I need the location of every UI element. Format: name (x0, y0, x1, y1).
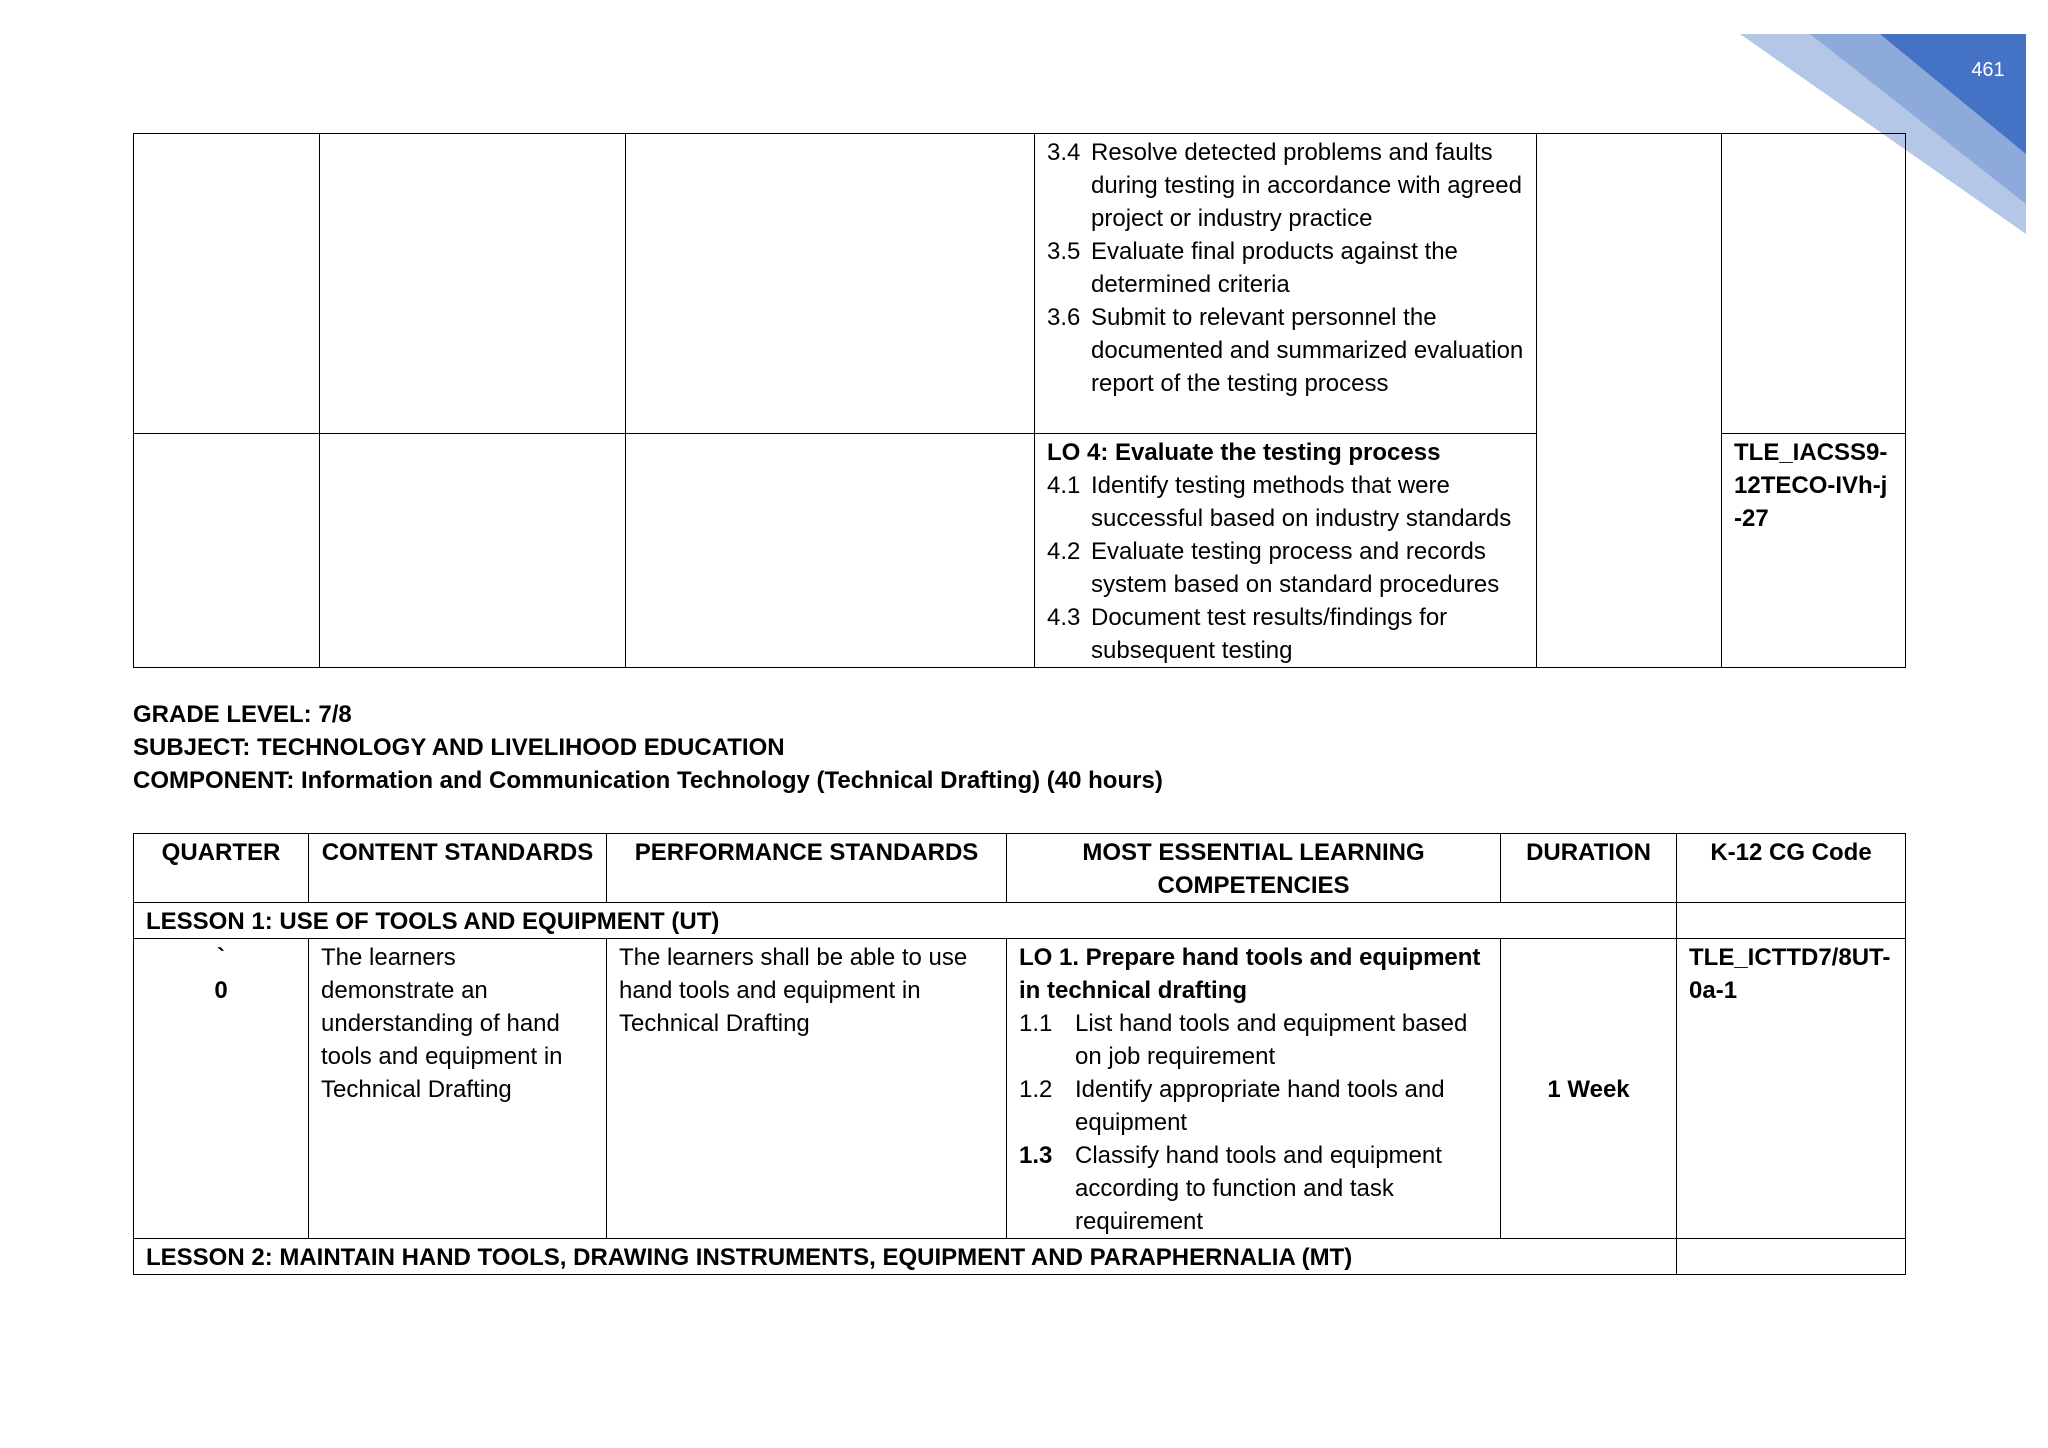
curriculum-table (133, 833, 1906, 1275)
header-quarter: QUARTER (134, 834, 309, 903)
list-item: 3.4 Resolve detected problems and faults during testing in accordance with agreed project or industry practice (1047, 139, 1522, 232)
list-item: 1.2 Identify appropriate hand tools and equipment (1019, 1076, 1445, 1136)
lesson-2-title: LESSON 2: MAINTAIN HAND TOOLS, DRAWING INSTRUMENTS, EQUIPMENT AND PARAPHERNALIA (MT) (134, 1239, 1677, 1275)
performance-standard: The learners shall be able to use hand tools and equipment in Technical Drafting (607, 939, 1007, 1239)
list-item: 3.5 Evaluate final products against the determined criteria (1047, 238, 1458, 298)
header-row (134, 834, 1906, 903)
lesson-row (134, 903, 1906, 939)
header-duration: DURATION (1501, 834, 1677, 903)
lo-heading: LO 4: Evaluate the testing process (1047, 439, 1441, 466)
grade-level: GRADE LEVEL: 7/8 (133, 701, 352, 728)
header-competencies: MOST ESSENTIAL LEARNING COMPETENCIES (1007, 834, 1501, 903)
header-cg-code: K-12 CG Code (1677, 834, 1906, 903)
table-row (134, 134, 1906, 434)
header-performance-standards: PERFORMANCE STANDARDS (607, 834, 1007, 903)
quarter-cell: ` 0 (134, 939, 309, 1239)
list-item: 4.2 Evaluate testing process and records system based on standard procedures (1047, 538, 1500, 598)
cg-code: TLE_ICTTD7/8UT-0a-1 (1677, 939, 1906, 1239)
list-item: 4.3 Document test results/findings for subsequent testing (1047, 604, 1448, 664)
duration-cell: 1 Week (1501, 939, 1677, 1239)
list-item: 1.3 Classify hand tools and equipment according to function and task requirement (1019, 1142, 1442, 1235)
page-number: 461 (1971, 59, 2005, 81)
lo-heading: LO 1. Prepare hand tools and equipment in technical drafting (1019, 944, 1481, 1004)
header-content-standards: CONTENT STANDARDS (309, 834, 607, 903)
continuation-table (133, 133, 1906, 668)
lesson-1-title: LESSON 1: USE OF TOOLS AND EQUIPMENT (UT) (134, 903, 1677, 939)
competency-cell (1007, 939, 1501, 1239)
list-item: 4.1 Identify testing methods that were successful based on industry standards (1047, 472, 1512, 532)
table-row (134, 939, 1906, 1239)
lesson-row (134, 1239, 1906, 1275)
list-item: 3.6 Submit to relevant personnel the documented and summarized evaluation report of the testing process (1047, 304, 1524, 397)
content-standard: The learners demonstrate an understanding of hand tools and equipment in Technical Drafting (309, 939, 607, 1239)
cg-code: TLE_IACSS9-12TECO-IVh-j-27 (1722, 434, 1906, 668)
competency-cell (1035, 134, 1537, 434)
subject: SUBJECT: TECHNOLOGY AND LIVELIHOOD EDUCATION (133, 734, 785, 761)
list-item: 1.1 List hand tools and equipment based on job requirement (1019, 1010, 1468, 1070)
competency-cell (1035, 434, 1537, 668)
document-meta (133, 698, 1163, 797)
component: COMPONENT: Information and Communication Technology (Technical Drafting) (40 hours) (133, 767, 1163, 794)
